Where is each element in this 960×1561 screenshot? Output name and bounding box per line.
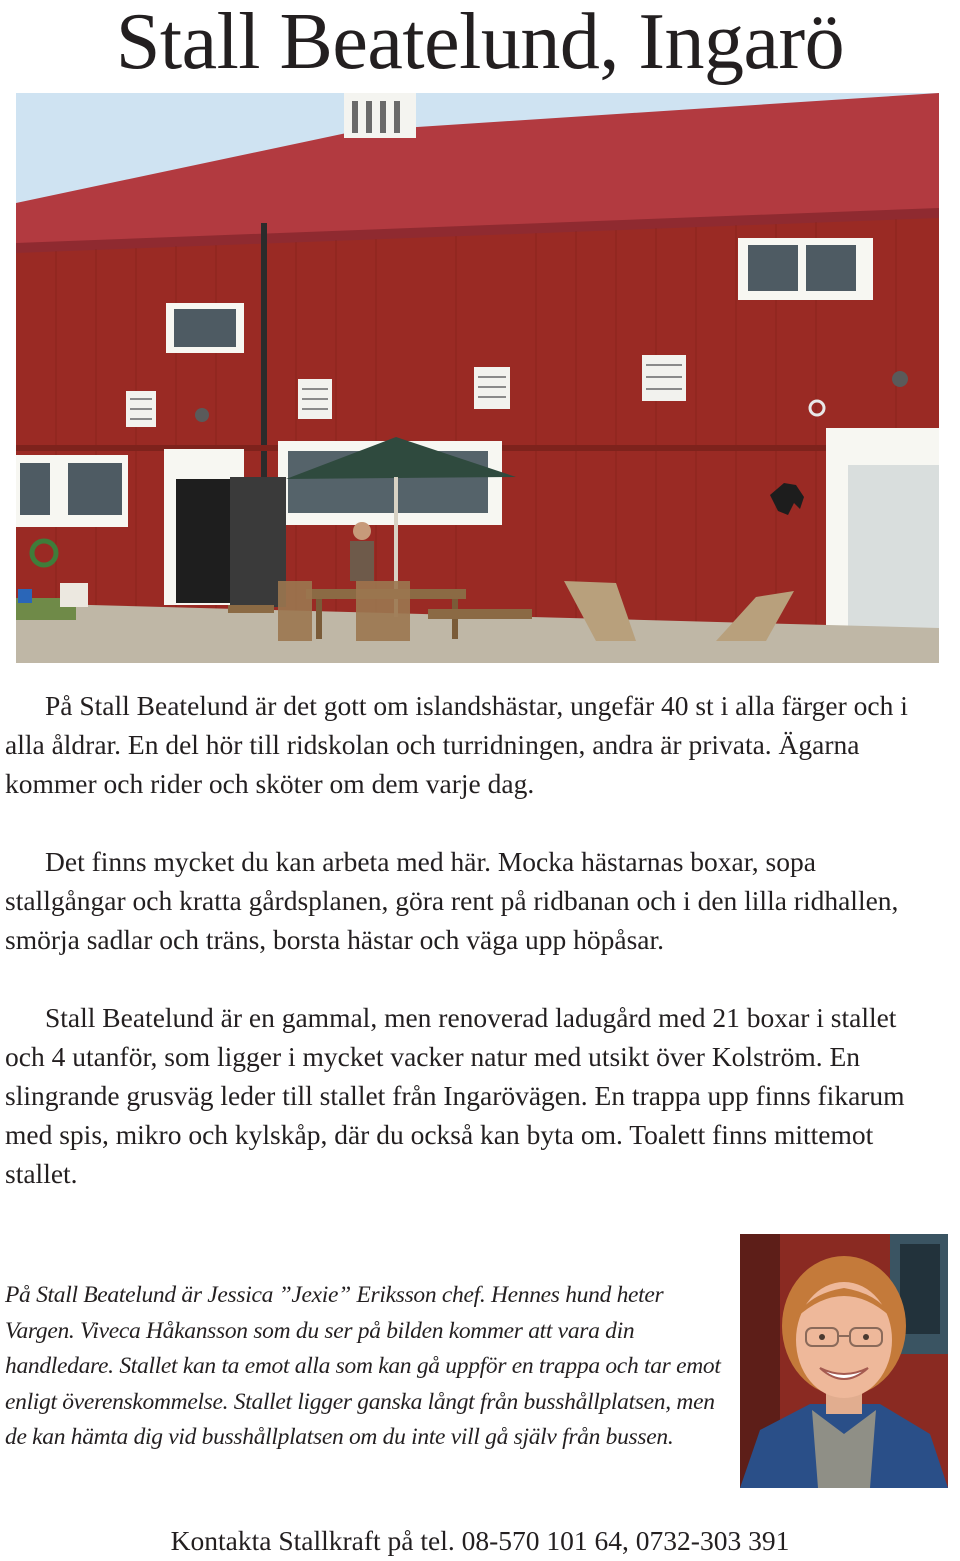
page-title: Stall Beatelund, Ingarö bbox=[115, 0, 845, 86]
paragraph-horses: På Stall Beatelund är det gott om islandshästar, ungefär 40 st i alla färger och i alla åldrar. En del hör till ridskolan och turridningen, andra är privata. Ägarna kommer och rider och sköter om dem varje dag. bbox=[5, 690, 908, 799]
supervisor-portrait bbox=[740, 1234, 948, 1488]
contact-line: Kontakta Stallkraft på tel. 08-570 101 64, 0732-303 391 bbox=[170, 1525, 790, 1556]
paragraph-stable-description: Stall Beatelund är en gammal, men renoverad ladugård med 21 boxar i stallet och 4 utanför, som ligger i mycket vacker natur med utsikt över Kolström. En slingrande grusväg leder till stallet från Ingarövägen. En trappa upp finns fikarum med spis, mikro och kylskåp, där du också kan byta om. Toalett finns mittemot stallet. bbox=[5, 1002, 905, 1189]
paragraph-tasks: Det finns mycket du kan arbeta med här. Mocka hästarnas boxar, sopa stallgångar och kratta gårdsplanen, göra rent på ridbanan och i den lilla ridhallen, smörja sadlar och träns, borsta hästar och väga upp höpåsar. bbox=[5, 846, 899, 955]
barn-photo bbox=[16, 93, 939, 663]
info-paragraph: På Stall Beatelund är Jessica ”Jexie” Eriksson chef. Hennes hund heter Vargen. Viveca Håkansson som du ser på bilden kommer att vara din handledare. Stallet kan ta emot alla som kan gå uppför en trappa och tar emot enligt överenskommelse. Stallet ligger ganska långt från busshållplatsen, men de kan hämta dig vid busshållplatsen om du inte vill gå själv från bussen. bbox=[5, 1282, 721, 1450]
